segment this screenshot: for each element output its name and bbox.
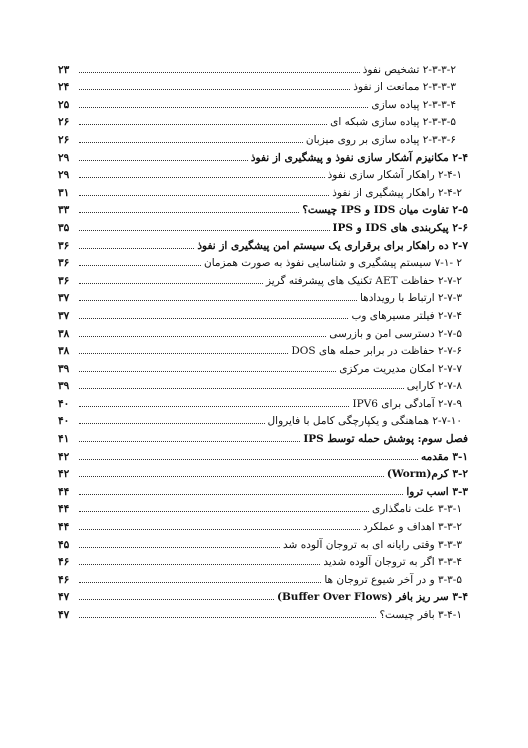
toc-entry-page-number: ۳۷ [58, 309, 70, 322]
dot-leader [79, 160, 248, 161]
toc-entry[interactable] [58, 515, 468, 533]
dot-leader [79, 511, 369, 512]
toc-entry-title: ۲-۷ ده راهکار برای برقراری یک سیستم امن پیشگیری از نفوذ [197, 239, 468, 252]
toc-entry-page-number: ۴۴ [58, 521, 70, 534]
toc-entry-page-number: ۴۷ [58, 609, 70, 621]
dot-leader [79, 494, 403, 495]
toc-entry-title: ۲-۳-۳-۵ پیاده سازی شبکه ای [330, 116, 456, 129]
toc-entry-title: ۲-۳-۳-۲ تشخیص نفوذ [362, 63, 456, 76]
dot-leader [79, 547, 280, 548]
toc-entry-title: ۲-۷-۹ آمادگی برای IPV6 [352, 397, 462, 410]
toc-entry-page-number: ۳۵ [58, 221, 70, 234]
toc-entry-title: ۲-۴-۱ راهکار آشکار سازی نفوذ [327, 169, 462, 182]
toc-entry-title: ۳-۳-۴ اگر به تروجان آلوده شدید [323, 556, 462, 569]
toc-entry[interactable] [58, 551, 468, 569]
toc-entry[interactable] [58, 498, 468, 516]
dot-leader [79, 406, 349, 407]
toc-entry-page-number: ۳۸ [58, 345, 70, 358]
dot-leader [79, 388, 404, 389]
toc-entry-title: ۲-۷-۶ حفاظت در برابر حمله های DOS [291, 345, 462, 358]
toc-entry-title: ۳-۴-۱ بافر چیست؟ [379, 609, 462, 621]
table-of-contents [58, 58, 468, 621]
toc-entry-page-number: ۴۰ [58, 397, 70, 410]
toc-entry-page-number: ۴۱ [58, 433, 70, 446]
toc-entry-page-number: ۳۶ [58, 274, 70, 287]
toc-entry[interactable] [58, 146, 468, 164]
dot-leader [79, 177, 325, 178]
toc-entry[interactable] [58, 586, 468, 604]
toc-entry[interactable] [58, 568, 468, 586]
toc-entry-page-number: ۲۶ [58, 116, 70, 129]
toc-entry-title: ۲-۷-۲ حفاظت AET تکنیک های پیشرفته گریز [266, 274, 462, 287]
toc-entry-page-number: ۳۶ [58, 257, 70, 270]
toc-entry[interactable] [58, 392, 468, 410]
toc-entry-page-number: ۳۹ [58, 362, 70, 375]
toc-entry-title: ۲-۷-۱۰ هماهنگی و یکپارچگی کامل با فایروال [267, 415, 462, 428]
dot-leader [79, 582, 321, 583]
toc-entry-page-number: ۲۴ [58, 81, 70, 94]
toc-entry-title: ۲-۳-۳-۳ ممانعت از نفوذ [353, 81, 456, 94]
toc-entry-page-number: ۴۷ [58, 591, 70, 604]
toc-entry[interactable] [58, 375, 468, 393]
toc-entry[interactable] [58, 216, 468, 234]
dot-leader [79, 599, 274, 600]
dot-leader [79, 459, 418, 460]
toc-entry-page-number: ۲۵ [58, 98, 70, 111]
toc-entry-title: ۳-۴ سر ریز بافر (Buffer Over Flows) [276, 591, 468, 604]
toc-entry-page-number: ۴۲ [58, 450, 70, 463]
dot-leader [79, 617, 376, 618]
dot-leader [79, 142, 303, 143]
dot-leader [79, 476, 384, 477]
toc-entry[interactable] [58, 357, 468, 375]
toc-entry[interactable] [58, 287, 468, 305]
toc-entry-page-number: ۴۴ [58, 485, 70, 498]
dot-leader [79, 529, 360, 530]
toc-entry-title: ۲-۷-۴ فیلتر مسیرهای وب [351, 309, 462, 322]
toc-entry[interactable] [58, 480, 468, 498]
toc-entry[interactable] [58, 76, 468, 94]
dot-leader [79, 441, 300, 442]
toc-entry-title: ۲-۷-۳ ارتباط با رویدادها [359, 292, 462, 305]
toc-entry-title: ۳-۳-۵ و در آخر شیوع تروجان ها [324, 573, 462, 586]
toc-entry-title: ۲-۷-۵ دسترسی امن و بازرسی [329, 327, 462, 340]
toc-entry-title: ۳-۳-۱ علت نامگذاری [371, 503, 462, 516]
toc-entry[interactable] [58, 410, 468, 428]
dot-leader [79, 300, 357, 301]
toc-entry[interactable] [58, 603, 468, 621]
toc-entry-page-number: ۲۹ [58, 169, 70, 182]
dot-leader [79, 423, 265, 424]
toc-entry[interactable] [58, 533, 468, 551]
toc-entry[interactable] [58, 234, 468, 252]
toc-entry-page-number: ۳۶ [58, 239, 70, 252]
toc-entry-title: ۲-۳-۳-۴ پیاده سازی [371, 98, 456, 111]
toc-entry[interactable] [58, 93, 468, 111]
toc-entry-title: ۲-۷-۷ امکان مدیریت مرکزی [339, 362, 462, 375]
toc-entry-page-number: ۳۸ [58, 327, 70, 340]
dot-leader [79, 195, 329, 196]
toc-entry[interactable] [58, 252, 468, 270]
toc-entry-title: ۳-۳-۲ اهداف و عملکرد [363, 521, 462, 534]
toc-entry[interactable] [58, 181, 468, 199]
toc-entry-title: ۲-۴ مکانیزم آشکار سازی نفوذ و پیشگیری از نفوذ [250, 151, 468, 164]
toc-entry[interactable] [58, 128, 468, 146]
toc-entry-page-number: ۴۶ [58, 573, 70, 586]
dot-leader [79, 353, 288, 354]
toc-entry-page-number: ۳۷ [58, 292, 70, 305]
toc-entry-title: ۳-۳-۳ وقتی رایانه ای به تروجان آلوده شد [283, 538, 462, 551]
toc-entry[interactable] [58, 164, 468, 182]
toc-entry-page-number: ۳۱ [58, 186, 70, 199]
toc-entry-page-number: ۳۹ [58, 380, 70, 393]
toc-entry[interactable] [58, 199, 468, 217]
dot-leader [79, 72, 360, 73]
toc-entry-page-number: ۴۶ [58, 556, 70, 569]
toc-entry-title: ۲-۶ پیکربندی های IDS و IPS [332, 221, 468, 234]
dot-leader [79, 107, 368, 108]
dot-leader [79, 265, 201, 266]
toc-entry-title: ۲-۴-۲ راهکار پیشگیری از نفوذ [332, 186, 462, 199]
toc-entry[interactable] [58, 427, 468, 445]
dot-leader [79, 318, 348, 319]
toc-entry-page-number: ۴۴ [58, 503, 70, 516]
dot-leader [79, 336, 326, 337]
toc-entry-page-number: ۳۳ [58, 204, 70, 217]
toc-entry-title: ۳-۲ کرم(Worm) [386, 468, 468, 481]
toc-entry-title: ۳-۳ اسب تروا [406, 485, 468, 498]
toc-entry-page-number: ۴۲ [58, 468, 70, 481]
toc-entry-title: ۲-۵ تفاوت میان IDS و IPS چیست؟ [302, 204, 468, 217]
toc-entry-page-number: ۲۶ [58, 133, 70, 146]
toc-entry-title: ۲ -۷-۱ سیستم پیشگیری و شناسایی نفوذ به صورت همزمان [203, 257, 462, 270]
toc-entry[interactable] [58, 340, 468, 358]
toc-entry-title: فصل سوم: پوشش حمله توسط IPS [303, 433, 468, 446]
toc-entry[interactable] [58, 269, 468, 287]
toc-entry-title: ۲-۷-۸ کارایی [406, 380, 462, 393]
dot-leader [79, 124, 327, 125]
toc-entry[interactable] [58, 445, 468, 463]
toc-entry-page-number: ۴۵ [58, 538, 70, 551]
toc-entry[interactable] [58, 322, 468, 340]
toc-entry[interactable] [58, 304, 468, 322]
dot-leader [79, 248, 194, 249]
toc-entry[interactable] [58, 463, 468, 481]
dot-leader [79, 89, 350, 90]
toc-entry-page-number: ۲۳ [58, 63, 70, 76]
dot-leader [79, 212, 299, 213]
toc-entry[interactable] [58, 58, 468, 76]
toc-entry-title: ۲-۳-۳-۶ پیاده سازی بر روی میزبان [305, 133, 456, 146]
toc-entry-page-number: ۴۰ [58, 415, 70, 428]
toc-entry-page-number: ۲۹ [58, 151, 70, 164]
toc-entry[interactable] [58, 111, 468, 129]
dot-leader [79, 371, 336, 372]
toc-entry-title: ۳-۱ مقدمه [421, 450, 468, 463]
dot-leader [79, 283, 263, 284]
dot-leader [79, 564, 320, 565]
dot-leader [79, 230, 330, 231]
